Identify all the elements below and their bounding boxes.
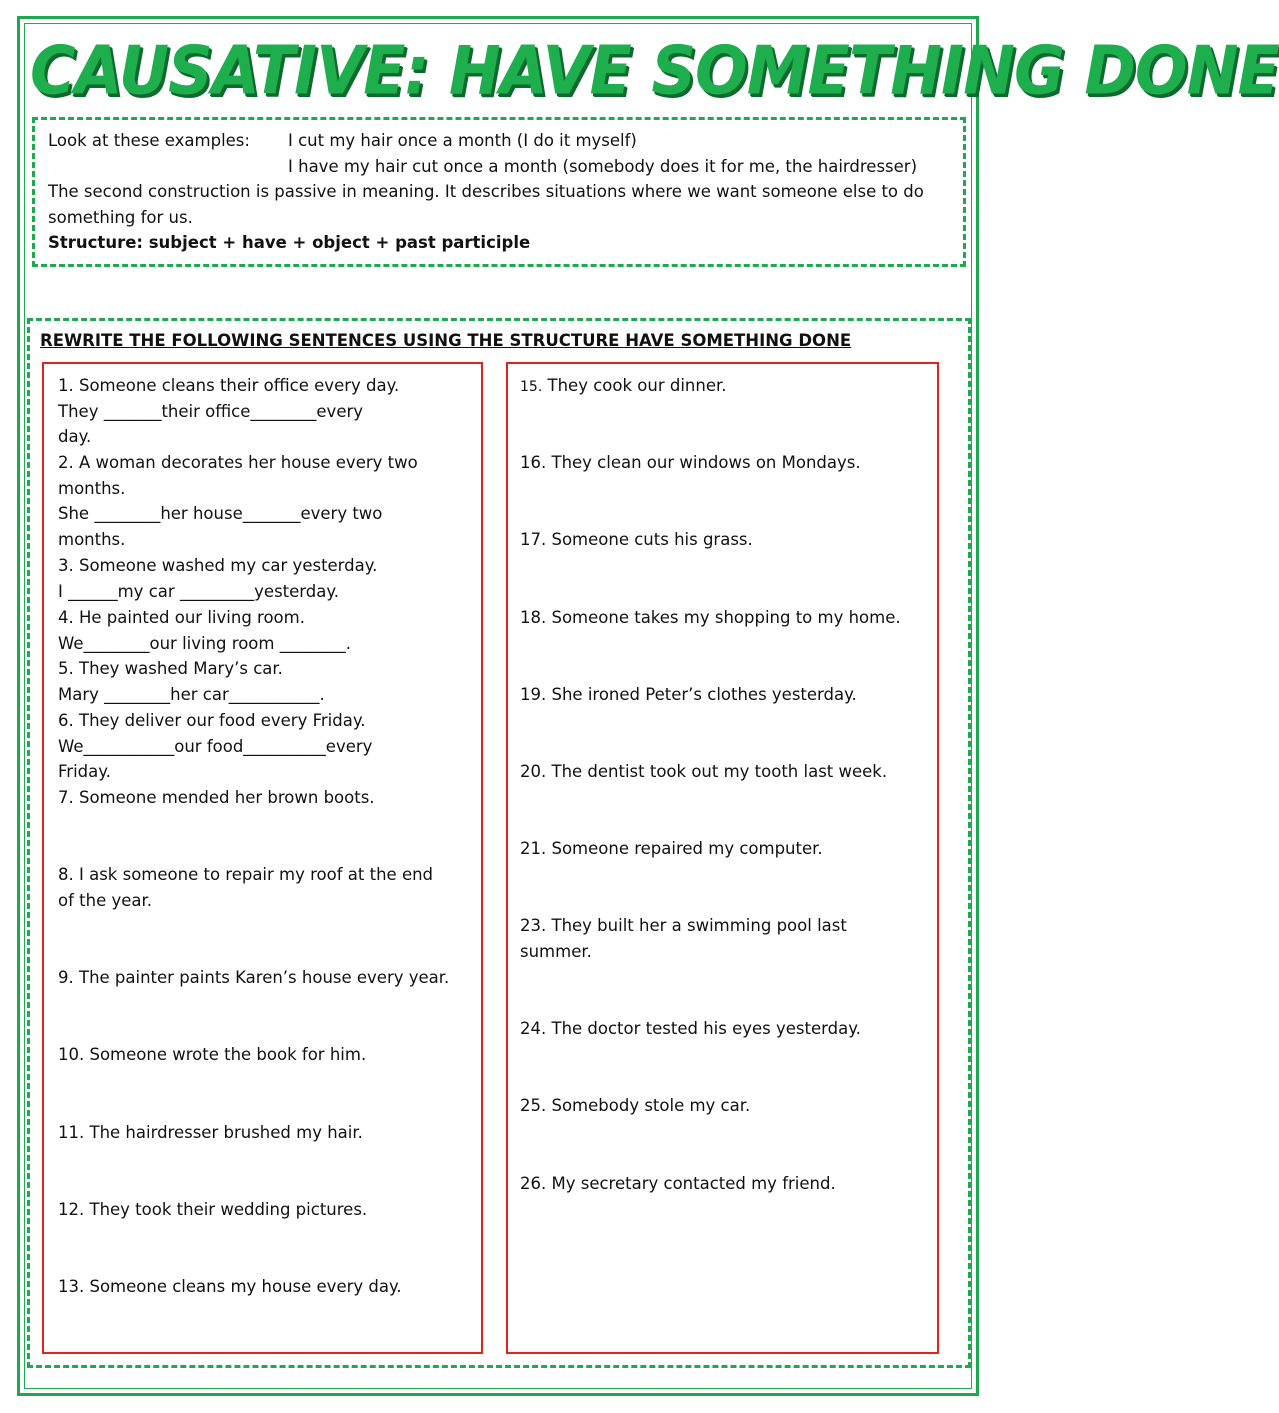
item-line: I ______my car _________yesterday.: [58, 581, 340, 601]
exercise-item: [58, 708, 372, 785]
exercise-item: [58, 373, 399, 450]
exercise-item: [58, 1042, 366, 1068]
exercise-item: [58, 965, 449, 991]
explanation-line-2: something for us.: [48, 207, 193, 227]
exercise-item: [58, 450, 418, 553]
item-line: 13. Someone cleans my house every day.: [58, 1277, 402, 1296]
example-2: I have my hair cut once a month (somebody does it for me, the hairdresser): [288, 156, 918, 176]
example-row-1: [48, 128, 963, 154]
item-line: Friday.: [58, 762, 111, 782]
item-line: months.: [58, 478, 126, 498]
item-line: of the year.: [58, 890, 153, 910]
item-line: 20. The dentist took out my tooth last week.: [520, 762, 888, 781]
exercise-item: [58, 1274, 402, 1300]
exercise-item: [520, 1093, 750, 1119]
item-line: 21. Someone repaired my computer.: [520, 839, 823, 858]
item-line: 11. The hairdresser brushed my hair.: [58, 1123, 363, 1142]
item-line: 24. The doctor tested his eyes yesterday.: [520, 1019, 861, 1038]
item-line: 2. A woman decorates her house every two: [58, 453, 418, 472]
item-line: 19. She ironed Peter’s clothes yesterday.: [520, 685, 857, 704]
item-line: day.: [58, 427, 92, 447]
item-number: 15.: [520, 379, 543, 395]
example-row-2: [48, 154, 963, 180]
item-line: We________our living room ________.: [58, 633, 351, 653]
item-line: 8. I ask someone to repair my roof at the end: [58, 865, 434, 884]
item-line: We___________our food__________every: [58, 736, 373, 756]
exercise-item: [58, 1120, 363, 1146]
exercise-item: [520, 605, 901, 631]
item-line: summer.: [520, 941, 592, 961]
item-line: 4. He painted our living room.: [58, 608, 305, 627]
item-line: 17. Someone cuts his grass.: [520, 530, 753, 549]
item-line: 9. The painter paints Karen’s house every year.: [58, 968, 450, 987]
examples-label: Look at these examples:: [48, 131, 250, 150]
item-line: months.: [58, 530, 126, 550]
item-line: 3. Someone washed my car yesterday.: [58, 556, 378, 575]
structure-rule: Structure: subject + have + object + past participle: [48, 233, 531, 252]
item-line: 26. My secretary contacted my friend.: [520, 1174, 836, 1193]
exercise-item: [520, 836, 823, 862]
item-line: 1. Someone cleans their office every day.: [58, 376, 400, 395]
example-1: I cut my hair once a month (I do it myself): [288, 131, 637, 150]
worksheet-title: CAUSATIVE: HAVE SOMETHING DONE: [30, 31, 1279, 110]
exercise-item: [58, 656, 325, 707]
exercise-item: [520, 913, 847, 964]
exercise-instruction: REWRITE THE FOLLOWING SENTENCES USING THE STRUCTURE HAVE SOMETHING DONE: [40, 331, 852, 350]
item-line: Mary ________her car___________.: [58, 684, 325, 704]
left-exercise-column: [42, 362, 483, 1354]
exercise-item: [520, 1171, 836, 1197]
exercise-item: [520, 759, 887, 785]
exercise-item: [58, 785, 375, 811]
explanation-line-1: The second construction is passive in meaning. It describes situations where we want someone else to do: [48, 182, 924, 201]
item-line: 18. Someone takes my shopping to my home.: [520, 608, 901, 627]
item-line: They _______their office________every: [58, 401, 364, 421]
exercise-item: [58, 862, 433, 913]
exercise-item: [58, 1197, 367, 1223]
item-line: 16. They clean our windows on Mondays.: [520, 453, 861, 472]
exercise-item: [520, 527, 753, 553]
right-exercise-column: [506, 362, 939, 1354]
item-line: 23. They built her a swimming pool last: [520, 916, 847, 935]
item-line: 10. Someone wrote the book for him.: [58, 1045, 367, 1064]
item-line: She ________her house_______every two: [58, 504, 383, 524]
item-line: 25. Somebody stole my car.: [520, 1096, 751, 1115]
item-line: 5. They washed Mary’s car.: [58, 659, 283, 678]
exercise-item: [520, 373, 727, 401]
exercise-item: [520, 1016, 861, 1042]
item-line: 6. They deliver our food every Friday.: [58, 711, 366, 730]
exercise-item: [58, 605, 351, 656]
examples-box: [32, 117, 966, 267]
exercise-item: [520, 450, 861, 476]
item-line: [520, 373, 727, 401]
exercise-item: [58, 553, 377, 604]
exercise-item: [520, 682, 857, 708]
item-line: 7. Someone mended her brown boots.: [58, 788, 375, 807]
item-text: They cook our dinner.: [542, 376, 727, 395]
item-line: 12. They took their wedding pictures.: [58, 1200, 368, 1219]
